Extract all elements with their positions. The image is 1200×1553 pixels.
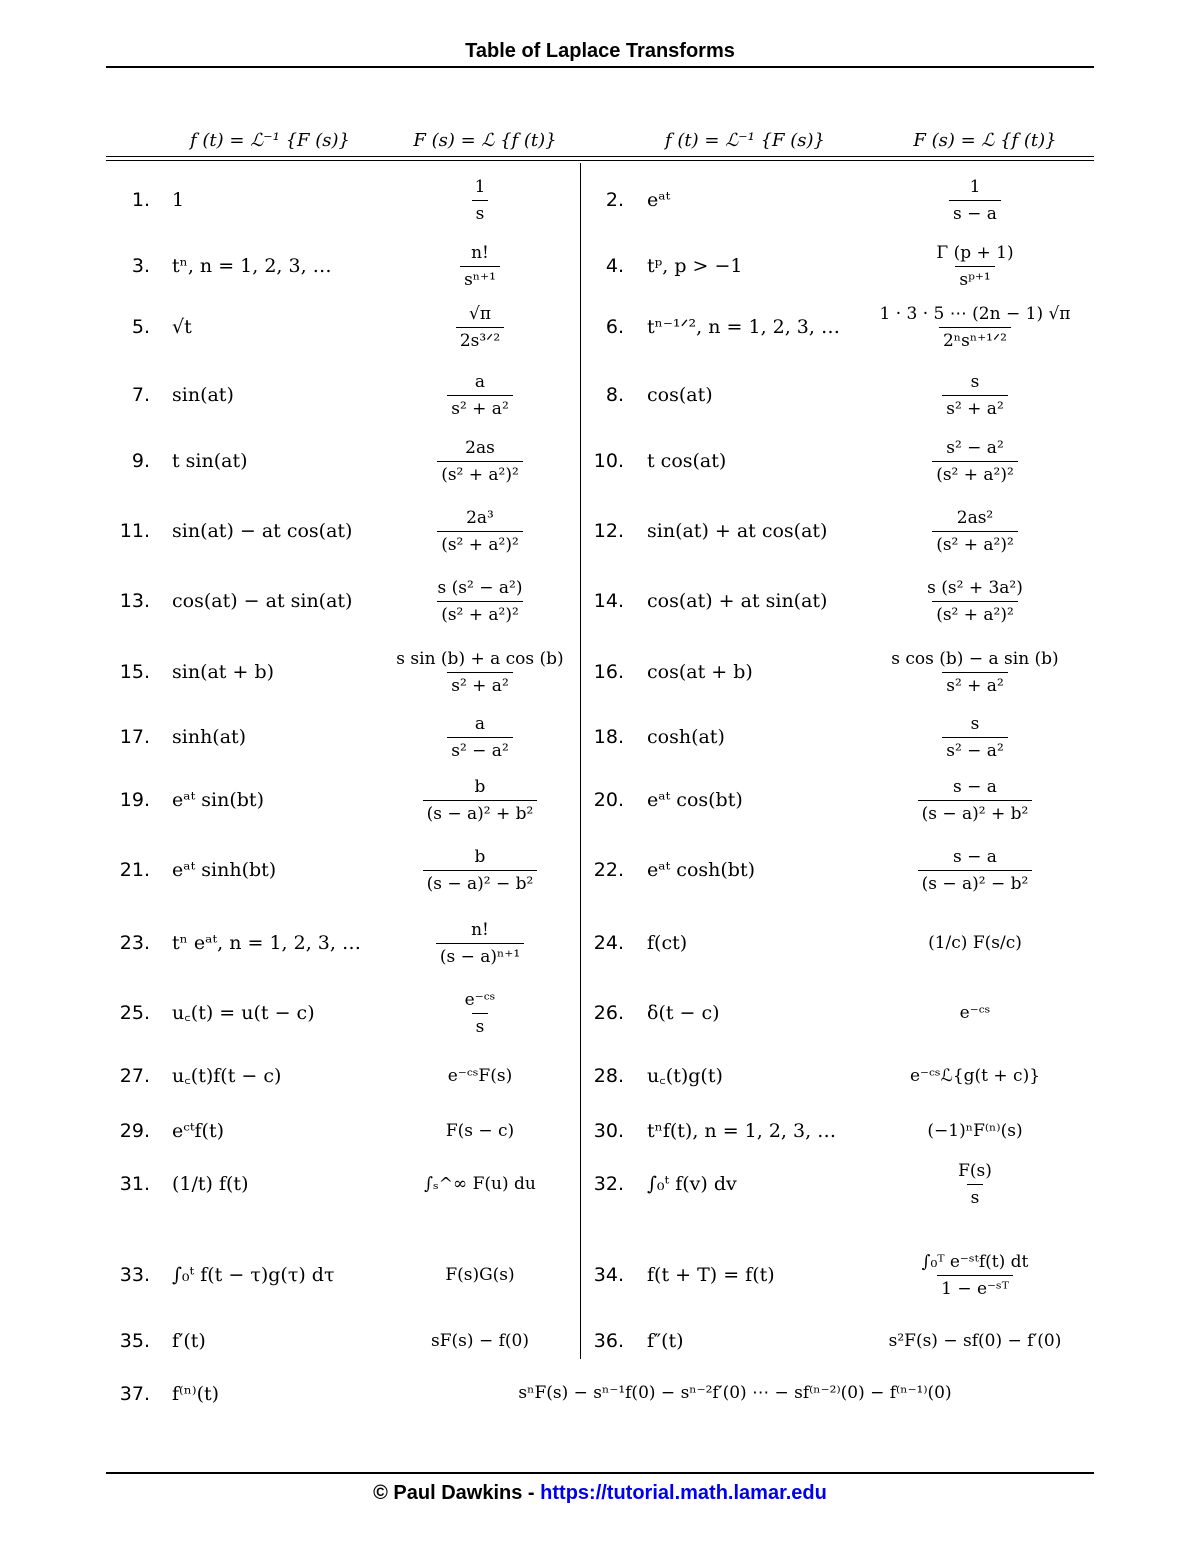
row-number: 36. xyxy=(593,1330,624,1352)
denominator: s xyxy=(472,200,489,225)
denominator: (s − a)ⁿ⁺¹ xyxy=(436,943,524,968)
fraction xyxy=(887,648,1062,697)
time-function: sinh(at) xyxy=(172,726,247,748)
laplace-transform xyxy=(380,507,580,556)
row-number: 8. xyxy=(605,384,624,406)
numerator: e⁻ᶜˢ xyxy=(464,990,496,1010)
denominator: (s² + a²)² xyxy=(932,531,1018,556)
laplace-transform xyxy=(860,176,1090,225)
denominator: (s² + a²)² xyxy=(437,461,523,486)
denominator: sⁿ⁺¹ xyxy=(460,266,500,291)
fraction xyxy=(447,371,513,420)
time-function: f(ct) xyxy=(647,932,688,954)
row-number: 2. xyxy=(605,189,624,211)
fraction xyxy=(918,846,1033,895)
transform-value: (−1)ⁿF⁽ⁿ⁾(s) xyxy=(927,1121,1023,1141)
denominator: s xyxy=(967,1184,984,1209)
denominator: (s² + a²)² xyxy=(932,461,1018,486)
denominator: s² + a² xyxy=(942,672,1008,697)
numerator: b xyxy=(474,847,486,867)
transform-value: e⁻ᶜˢ xyxy=(959,1003,991,1023)
transform-value: sF(s) − f(0) xyxy=(431,1331,529,1351)
time-function: cosh(at) xyxy=(647,726,725,748)
time-function: ∫₀ᵗ f(v) dv xyxy=(647,1173,737,1195)
time-function: u꜀(t) = u(t − c) xyxy=(172,1002,315,1024)
row-number: 24. xyxy=(593,932,624,954)
laplace-transform xyxy=(860,371,1090,420)
row-number: 35. xyxy=(119,1330,150,1352)
transform-value: e⁻ᶜˢF(s) xyxy=(447,1066,513,1086)
laplace-transform xyxy=(380,919,580,968)
denominator: 2s³ᐟ² xyxy=(456,327,504,352)
denominator: (s − a)² − b² xyxy=(423,870,538,895)
denominator: s² + a² xyxy=(942,395,1008,420)
fraction xyxy=(392,648,567,697)
row-number: 4. xyxy=(605,255,624,277)
time-function: u꜀(t)g(t) xyxy=(647,1065,723,1087)
time-function: f″(t) xyxy=(647,1330,684,1352)
denominator: s² − a² xyxy=(942,737,1008,762)
row-number: 18. xyxy=(593,726,624,748)
time-function: cos(at) xyxy=(647,384,713,406)
denominator: s − a xyxy=(949,200,1001,225)
row-number: 34. xyxy=(593,1264,624,1286)
numerator: b xyxy=(474,777,486,797)
denominator: sᵖ⁺¹ xyxy=(955,266,994,291)
laplace-transform xyxy=(860,507,1090,556)
fraction xyxy=(434,577,527,626)
time-function: cos(at) − at sin(at) xyxy=(172,590,353,612)
time-function: eᶜᵗf(t) xyxy=(172,1120,224,1142)
row-number: 3. xyxy=(131,255,150,277)
numerator: n! xyxy=(471,243,489,263)
fraction xyxy=(954,1160,996,1209)
laplace-transform xyxy=(380,1264,580,1286)
time-function: eᵃᵗ sinh(bt) xyxy=(172,859,277,881)
numerator: √π xyxy=(468,304,491,324)
time-function: tⁿf(t), n = 1, 2, 3, … xyxy=(647,1120,837,1142)
row-number: 22. xyxy=(593,859,624,881)
laplace-transform xyxy=(860,1002,1090,1024)
numerator: n! xyxy=(471,920,489,940)
laplace-transform xyxy=(380,713,580,762)
laplace-transform xyxy=(860,932,1090,954)
denominator: s² + a² xyxy=(447,672,513,697)
numerator: 1 · 3 · 5 ⋯ (2n − 1) √π xyxy=(879,304,1071,324)
row-number: 29. xyxy=(119,1120,150,1142)
laplace-transform xyxy=(860,713,1090,762)
numerator: s cos (b) − a sin (b) xyxy=(891,649,1059,669)
row-number: 20. xyxy=(593,789,624,811)
time-function: ∫₀ᵗ f(t − τ)g(τ) dτ xyxy=(172,1264,335,1286)
laplace-transform xyxy=(860,242,1090,291)
row-number: 7. xyxy=(131,384,150,406)
fraction xyxy=(437,507,523,556)
footer xyxy=(0,1482,1200,1505)
fraction xyxy=(923,577,1027,626)
laplace-transform xyxy=(380,1330,580,1352)
laplace-transform xyxy=(860,846,1090,895)
laplace-transform xyxy=(860,1065,1090,1087)
laplace-transform xyxy=(380,1173,580,1195)
numerator: s² − a² xyxy=(946,438,1004,458)
row-number: 28. xyxy=(593,1065,624,1087)
denominator: (s − a)² − b² xyxy=(918,870,1033,895)
numerator: s (s² − a²) xyxy=(437,578,523,598)
fraction xyxy=(447,713,513,762)
time-function: sin(at) − at cos(at) xyxy=(172,520,353,542)
laplace-transform xyxy=(860,648,1090,697)
laplace-transform xyxy=(860,437,1090,486)
row-number: 9. xyxy=(131,450,150,472)
numerator: s sin (b) + a cos (b) xyxy=(396,649,564,669)
transform-value: s²F(s) − sf(0) − f′(0) xyxy=(888,1331,1062,1351)
time-function: eᵃᵗ sin(bt) xyxy=(172,789,264,811)
time-function: eᵃᵗ cosh(bt) xyxy=(647,859,755,881)
laplace-transform xyxy=(380,648,580,697)
laplace-transform xyxy=(860,776,1090,825)
footer-link[interactable]: https://tutorial.math.lamar.edu xyxy=(540,1482,827,1504)
time-function: f′(t) xyxy=(172,1330,206,1352)
header-rule-top xyxy=(106,156,1094,157)
time-function: sin(at + b) xyxy=(172,661,275,683)
fraction xyxy=(949,176,1001,225)
denominator: s² − a² xyxy=(447,737,513,762)
row-number: 19. xyxy=(119,789,150,811)
fraction xyxy=(437,437,523,486)
numerator: Γ (p + 1) xyxy=(936,243,1014,263)
time-function: cos(at + b) xyxy=(647,661,753,683)
denominator: (s² + a²)² xyxy=(437,531,523,556)
time-function: u꜀(t)f(t − c) xyxy=(172,1065,282,1087)
fraction xyxy=(460,242,500,291)
laplace-transform xyxy=(860,1330,1090,1352)
numerator: s (s² + 3a²) xyxy=(927,578,1023,598)
time-function: sin(at) xyxy=(172,384,234,406)
time-function: t sin(at) xyxy=(172,450,248,472)
header-rule-bottom xyxy=(106,160,1094,161)
denominator: (s² + a²)² xyxy=(932,601,1018,626)
row-number: 33. xyxy=(119,1264,150,1286)
laplace-transform xyxy=(860,1251,1090,1300)
row-number: 15. xyxy=(119,661,150,683)
header-Fs-right: F (s) = ℒ {f (t)} xyxy=(913,130,1057,151)
transform-value: (1/c) F(s/c) xyxy=(928,933,1022,953)
row-number: 25. xyxy=(119,1002,150,1024)
transform-value: F(s − c) xyxy=(445,1121,515,1141)
time-function: tⁿ, n = 1, 2, 3, … xyxy=(172,255,332,277)
denominator: (s² + a²)² xyxy=(437,601,523,626)
transform-value: ∫ₛ^∞ F(u) du xyxy=(424,1174,536,1194)
fraction xyxy=(918,776,1033,825)
time-function: sin(at) + at cos(at) xyxy=(647,520,828,542)
numerator: 2as xyxy=(465,438,495,458)
laplace-transform xyxy=(860,1120,1090,1142)
row-number: 27. xyxy=(119,1065,150,1087)
time-function: (1/t) f(t) xyxy=(172,1173,249,1195)
denominator: (s − a)² + b² xyxy=(423,800,538,825)
transform-value: e⁻ᶜˢℒ{g(t + c)} xyxy=(909,1066,1041,1086)
time-function: f⁽ⁿ⁾(t) xyxy=(172,1383,220,1405)
time-function: √t xyxy=(172,316,192,338)
transform-value: F(s)G(s) xyxy=(445,1265,515,1285)
fraction xyxy=(456,303,504,352)
row-number: 6. xyxy=(605,316,624,338)
laplace-transform xyxy=(380,1120,580,1142)
row-number: 23. xyxy=(119,932,150,954)
row-number: 13. xyxy=(119,590,150,612)
fraction xyxy=(932,507,1018,556)
fraction xyxy=(942,371,1008,420)
laplace-transform xyxy=(380,577,580,626)
laplace-transform xyxy=(380,846,580,895)
row-number: 5. xyxy=(131,316,150,338)
laplace-transform xyxy=(380,776,580,825)
denominator: 2ⁿsⁿ⁺¹ᐟ² xyxy=(939,327,1011,352)
header-Fs-left: F (s) = ℒ {f (t)} xyxy=(413,130,557,151)
fraction xyxy=(942,713,1008,762)
numerator: s − a xyxy=(953,777,997,797)
fraction xyxy=(423,776,538,825)
laplace-transform xyxy=(380,989,580,1038)
numerator: a xyxy=(474,714,486,734)
row-number: 12. xyxy=(593,520,624,542)
laplace-transform xyxy=(380,303,580,352)
header-ft-right: f (t) = ℒ⁻¹ {F (s)} xyxy=(665,130,825,151)
laplace-transform: sⁿF(s) − sⁿ⁻¹f(0) − sⁿ⁻²f′(0) ⋯ − sf⁽ⁿ⁻²⁾(0) − f⁽ⁿ⁻¹⁾(0) xyxy=(518,1383,952,1403)
fraction xyxy=(461,989,500,1038)
laplace-transform xyxy=(380,437,580,486)
footer-author: © Paul Dawkins - xyxy=(373,1482,541,1504)
page-title: Table of Laplace Transforms xyxy=(465,40,735,62)
laplace-transform xyxy=(860,303,1090,352)
time-function: eᵃᵗ cos(bt) xyxy=(647,789,743,811)
row-number: 26. xyxy=(593,1002,624,1024)
laplace-transform xyxy=(380,176,580,225)
numerator: ∫₀ᵀ e⁻ˢᵗf(t) dt xyxy=(921,1252,1029,1272)
numerator: s − a xyxy=(953,847,997,867)
time-function: cos(at) + at sin(at) xyxy=(647,590,828,612)
numerator: s xyxy=(970,714,980,734)
time-function: f(t + T) = f(t) xyxy=(647,1264,775,1286)
denominator: (s − a)² + b² xyxy=(918,800,1033,825)
row-number: 1. xyxy=(131,189,150,211)
laplace-transform xyxy=(860,1160,1090,1209)
time-function: δ(t − c) xyxy=(647,1002,720,1024)
numerator: 2a³ xyxy=(466,508,494,528)
fraction xyxy=(423,846,538,895)
numerator: 2as² xyxy=(956,508,994,528)
row-number: 21. xyxy=(119,859,150,881)
numerator: s xyxy=(970,372,980,392)
title-rule xyxy=(106,66,1094,68)
numerator: a xyxy=(474,372,486,392)
denominator: 1 − e⁻ˢᵀ xyxy=(937,1275,1013,1300)
laplace-transform xyxy=(860,577,1090,626)
numerator: 1 xyxy=(474,177,486,197)
footer-rule xyxy=(106,1472,1094,1474)
header-ft-left: f (t) = ℒ⁻¹ {F (s)} xyxy=(190,130,350,151)
numerator: 1 xyxy=(969,177,981,197)
denominator: s xyxy=(472,1013,489,1038)
laplace-transform xyxy=(380,1065,580,1087)
fraction xyxy=(932,437,1018,486)
fraction xyxy=(918,1251,1033,1300)
time-function: t cos(at) xyxy=(647,450,727,472)
denominator: s² + a² xyxy=(447,395,513,420)
laplace-transform xyxy=(380,242,580,291)
row-number: 10. xyxy=(593,450,624,472)
row-number: 14. xyxy=(593,590,624,612)
time-function: eᵃᵗ xyxy=(647,189,671,211)
row-number: 32. xyxy=(593,1173,624,1195)
row-number: 37. xyxy=(119,1383,150,1405)
time-function: tᵖ, p > −1 xyxy=(647,255,743,277)
time-function: 1 xyxy=(172,189,185,211)
time-function: tⁿ eᵃᵗ, n = 1, 2, 3, … xyxy=(172,932,361,954)
row-number: 17. xyxy=(119,726,150,748)
row-number: 30. xyxy=(593,1120,624,1142)
row-number: 11. xyxy=(119,520,150,542)
fraction xyxy=(436,919,524,968)
fraction xyxy=(932,242,1017,291)
row-number: 16. xyxy=(593,661,624,683)
numerator: F(s) xyxy=(958,1161,992,1181)
time-function: tⁿ⁻¹ᐟ², n = 1, 2, 3, … xyxy=(647,316,840,338)
fraction xyxy=(471,176,490,225)
laplace-transform xyxy=(380,371,580,420)
row-number: 31. xyxy=(119,1173,150,1195)
fraction xyxy=(876,303,1075,352)
